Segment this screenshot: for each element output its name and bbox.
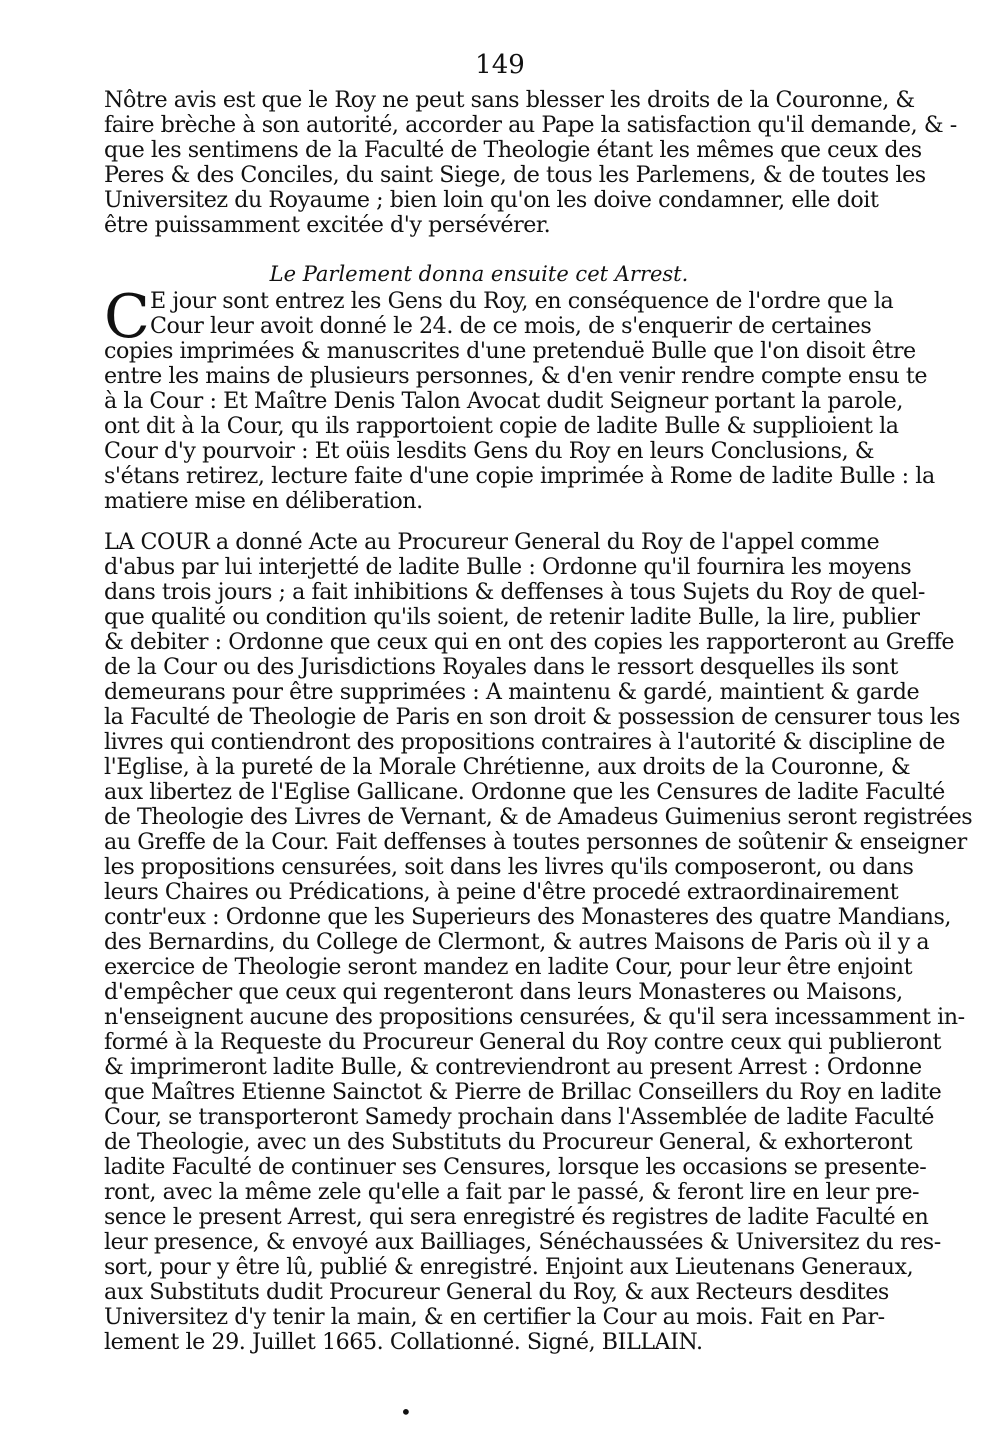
text-line: de Theologie, avec un des Substituts du Procureur General, & exhorteront	[104, 1129, 913, 1155]
text-line: ront, avec la même zele qu'elle a fait par le passé, & feront lire en leur pre-	[104, 1179, 920, 1205]
text-line: sort, pour y être lû, publié & enregistré. Enjoint aux Lieutenans Generaux,	[104, 1254, 914, 1280]
text-line: de Theologie des Livres de Vernant, & de Amadeus Guimenius seront registrées	[104, 804, 973, 830]
text-line: sence le present Arrest, qui sera enregistré és registres de ladite Faculté en	[104, 1204, 929, 1230]
text-line: Universitez du Royaume ; bien loin qu'on les doive condamner, elle doit	[104, 187, 879, 213]
text-line: d'abus par lui interjetté de ladite Bulle : Ordonne qu'il fournira les moyens	[104, 554, 912, 580]
text-line: d'empêcher que ceux qui regenteront dans leurs Monasteres ou Maisons,	[104, 979, 903, 1005]
paragraph-opinion	[104, 87, 957, 238]
text-line: ont dit à la Cour, qu ils rapportoient copie de ladite Bulle & supplioient la	[104, 413, 899, 439]
text-line: Peres & des Conciles, du saint Siege, de tous les Parlemens, & de toutes les	[104, 162, 926, 188]
text-line: LA COUR a donné Acte au Procureur General du Roy de l'appel comme	[104, 529, 880, 555]
text-line: contr'eux : Ordonne que les Superieurs des Monasteres des quatre Mandians,	[104, 904, 952, 930]
text-line: entre les mains de plusieurs personnes, & d'en venir rendre compte ensu te	[104, 363, 928, 389]
text-line: s'étans retirez, lecture faite d'une copie imprimée à Rome de ladite Bulle : la	[104, 463, 935, 489]
text-line: E jour sont entrez les Gens du Roy, en conséquence de l'ordre que la	[150, 288, 894, 314]
text-line: & debiter : Ordonne que ceux qui en ont des copies les rapporteront au Greffe	[104, 629, 955, 655]
text-line: la Faculté de Theologie de Paris en son droit & possession de censurer tous les	[104, 704, 960, 730]
text-line: que Maîtres Etienne Sainctot & Pierre de Brillac Conseillers du Roy en ladite	[104, 1079, 942, 1105]
text-line: les propositions censurées, soit dans les livres qu'ils composeront, ou dans	[104, 854, 914, 880]
paragraph-arrest-intro	[104, 282, 935, 514]
text-line: que qualité ou condition qu'ils soient, de retenir ladite Bulle, la lire, publier	[104, 604, 920, 630]
text-line: matiere mise en déliberation.	[104, 488, 423, 514]
text-line: que les sentimens de la Faculté de Theologie étant les mêmes que ceux des	[104, 137, 922, 163]
text-line: Cour leur avoit donné le 24. de ce mois, de s'enquerir de certaines	[150, 313, 872, 339]
text-line: l'Eglise, à la pureté de la Morale Chrétienne, aux droits de la Couronne, &	[104, 754, 911, 780]
text-line: des Bernardins, du College de Clermont, & autres Maisons de Paris où il y a	[104, 929, 930, 955]
text-line: à la Cour : Et Maître Denis Talon Avocat dudit Seigneur portant la parole,	[104, 388, 903, 414]
ornament-dot: •	[400, 1400, 412, 1424]
drop-cap: C	[104, 282, 150, 352]
section-title: Le Parlement donna ensuite cet Arrest.	[269, 262, 689, 286]
text-line: demeurans pour être supprimées : A maintenu & gardé, maintient & garde	[104, 679, 920, 705]
text-line: Cour d'y pourvoir : Et oüis lesdits Gens du Roy en leurs Conclusions, &	[104, 438, 875, 464]
text-line: & imprimeront ladite Bulle, & contreviendront au present Arrest : Ordonne	[104, 1054, 922, 1080]
text-line: livres qui contiendront des propositions contraires à l'autorité & discipline de	[104, 729, 945, 755]
text-line: leur presence, & envoyé aux Bailliages, Sénéchaussées & Universitez du res-	[104, 1229, 941, 1255]
text-line: ladite Faculté de continuer ses Censures, lorsque les occasions se presente-	[104, 1154, 927, 1180]
text-line: aux libertez de l'Eglise Gallicane. Ordonne que les Censures de ladite Faculté	[104, 779, 945, 805]
text-line: faire brèche à son autorité, accorder au Pape la satisfaction qu'il demande, & -	[104, 112, 957, 138]
text-line: Nôtre avis est que le Roy ne peut sans blesser les droits de la Couronne, &	[104, 87, 915, 113]
text-line: n'enseignent aucune des propositions censurées, & qu'il sera incessamment in-	[104, 1004, 965, 1030]
page-number: 149	[475, 50, 525, 80]
text-line: dans trois jours ; a fait inhibitions & deffenses à tous Sujets du Roy de quel-	[104, 579, 925, 605]
text-line: lement le 29. Juillet 1665. Collationné. Signé, BILLAIN.	[104, 1329, 703, 1355]
text-line: de la Cour ou des Jurisdictions Royales dans le ressort desquelles ils sont	[104, 654, 898, 680]
text-line: Cour, se transporteront Samedy prochain dans l'Assemblée de ladite Faculté	[104, 1104, 934, 1130]
text-line: aux Substituts dudit Procureur General du Roy, & aux Recteurs desdites	[104, 1279, 889, 1305]
text-line: leurs Chaires ou Prédications, à peine d'être procedé extraordinairement	[104, 879, 899, 905]
text-line: être puissamment excitée d'y persévérer.	[104, 212, 551, 238]
text-line: formé à la Requeste du Procureur General du Roy contre ceux qui publieront	[104, 1029, 942, 1055]
text-line: au Greffe de la Cour. Fait deffenses à toutes personnes de soûtenir & enseigner	[104, 829, 967, 855]
text-line: Universitez d'y tenir la main, & en certifier la Cour au mois. Fait en Par-	[104, 1304, 885, 1330]
text-line: exercice de Theologie seront mandez en ladite Cour, pour leur être enjoint	[104, 954, 913, 980]
paragraph-court-ruling	[104, 529, 973, 1355]
text-line: copies imprimées & manuscrites d'une pretenduë Bulle que l'on disoit être	[104, 338, 916, 364]
